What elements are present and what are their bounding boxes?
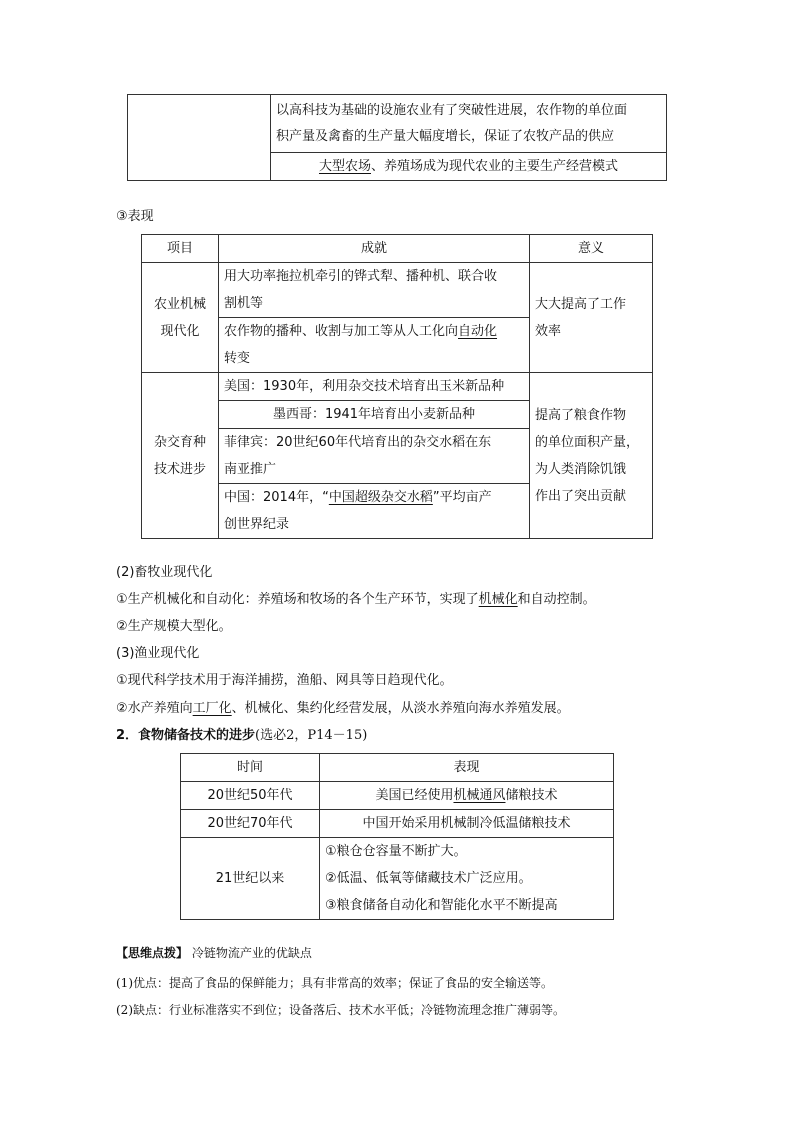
para-fishery-heading: (3)渔业现代化 [116, 646, 200, 661]
tip-advantages: (1)优点：提高了食品的保鲜能力；具有非常高的效率；保证了食品的安全输送等。 [116, 976, 554, 990]
top-table [127, 94, 667, 181]
para-livestock-1: ①生产机械化和自动化：养殖场和牧场的各个生产环节，实现了机械化和自动控制。 [116, 592, 596, 607]
header-significance: 意义 [530, 235, 653, 263]
mech-achievement-1: 用大功率拖拉机牵引的铧式犁、播种机、联合收 割机等 [219, 263, 530, 318]
para-fishery-1: ①现代科学技术用于海洋捕捞，渔船、网具等日趋现代化。 [116, 673, 453, 688]
storage-perf-1: 美国已经使用机械通风储粮技术 [320, 782, 614, 810]
mech-achievement-2: 农作物的播种、收割与加工等从人工化向自动化 转变 [219, 318, 530, 373]
hybrid-philippines: 菲律宾：20世纪60年代培育出的杂交水稻在东 南亚推广 [219, 429, 530, 484]
hybrid-usa: 美国：1930年，利用杂交技术培育出玉米新品种 [219, 373, 530, 401]
mech-significance: 大大提高了工作 效率 [530, 263, 653, 373]
storage-header-time: 时间 [181, 754, 320, 782]
storage-time-2: 20世纪70年代 [181, 810, 320, 838]
storage-table [180, 753, 614, 920]
tip-disadvantages: (2)缺点：行业标准落实不到位；设备落后、技术水平低；冷链物流理念推广薄弱等。 [116, 1003, 566, 1017]
tip-title: 【思维点拨】 冷链物流产业的优缺点 [116, 946, 312, 960]
storage-time-3: 21世纪以来 [181, 838, 320, 920]
hybrid-china: 中国：2014年，“中国超级杂交水稻”平均亩产 创世界纪录 [219, 484, 530, 539]
storage-header-performance: 表现 [320, 754, 614, 782]
para-livestock-heading: (2)畜牧业现代化 [116, 565, 213, 580]
hybrid-mexico: 墨西哥：1941年培育出小麦新品种 [219, 401, 530, 429]
section-3-label: ③表现 [116, 209, 154, 224]
para-fishery-2: ②水产养殖向工厂化、机械化、集约化经营发展，从淡水养殖向海水养殖发展。 [116, 701, 570, 716]
top-table-row2: 大型农场、养殖场成为现代农业的主要生产经营模式 [271, 153, 667, 181]
storage-perf-2: 中国开始采用机械制冷低温储粮技术 [320, 810, 614, 838]
top-table-row1: 以高科技为基础的设施农业有了突破性进展，农作物的单位面 积产量及禽畜的生产量大幅度增长，保证了农牧产品的供应 [271, 95, 667, 153]
hybrid-label: 杂交育种 技术进步 [142, 373, 219, 539]
hybrid-significance: 提高了粮食作物 的单位面积产量， 为人类消除饥饿 作出了突出贡献 [530, 373, 653, 539]
para-storage-heading: 2．食物储备技术的进步(选必2，P14－15) [116, 728, 368, 743]
header-item: 项目 [142, 235, 219, 263]
storage-time-1: 20世纪50年代 [181, 782, 320, 810]
storage-perf-3: ①粮仓仓容量不断扩大。 ②低温、低氧等储藏技术广泛应用。 ③粮食储备自动化和智能化水平不断提高 [320, 838, 614, 920]
header-achievement: 成就 [219, 235, 530, 263]
mech-label: 农业机械 现代化 [142, 263, 219, 373]
achievement-table [141, 234, 653, 539]
para-livestock-2: ②生产规模大型化。 [116, 619, 232, 634]
top-table-empty-cell [128, 95, 271, 181]
